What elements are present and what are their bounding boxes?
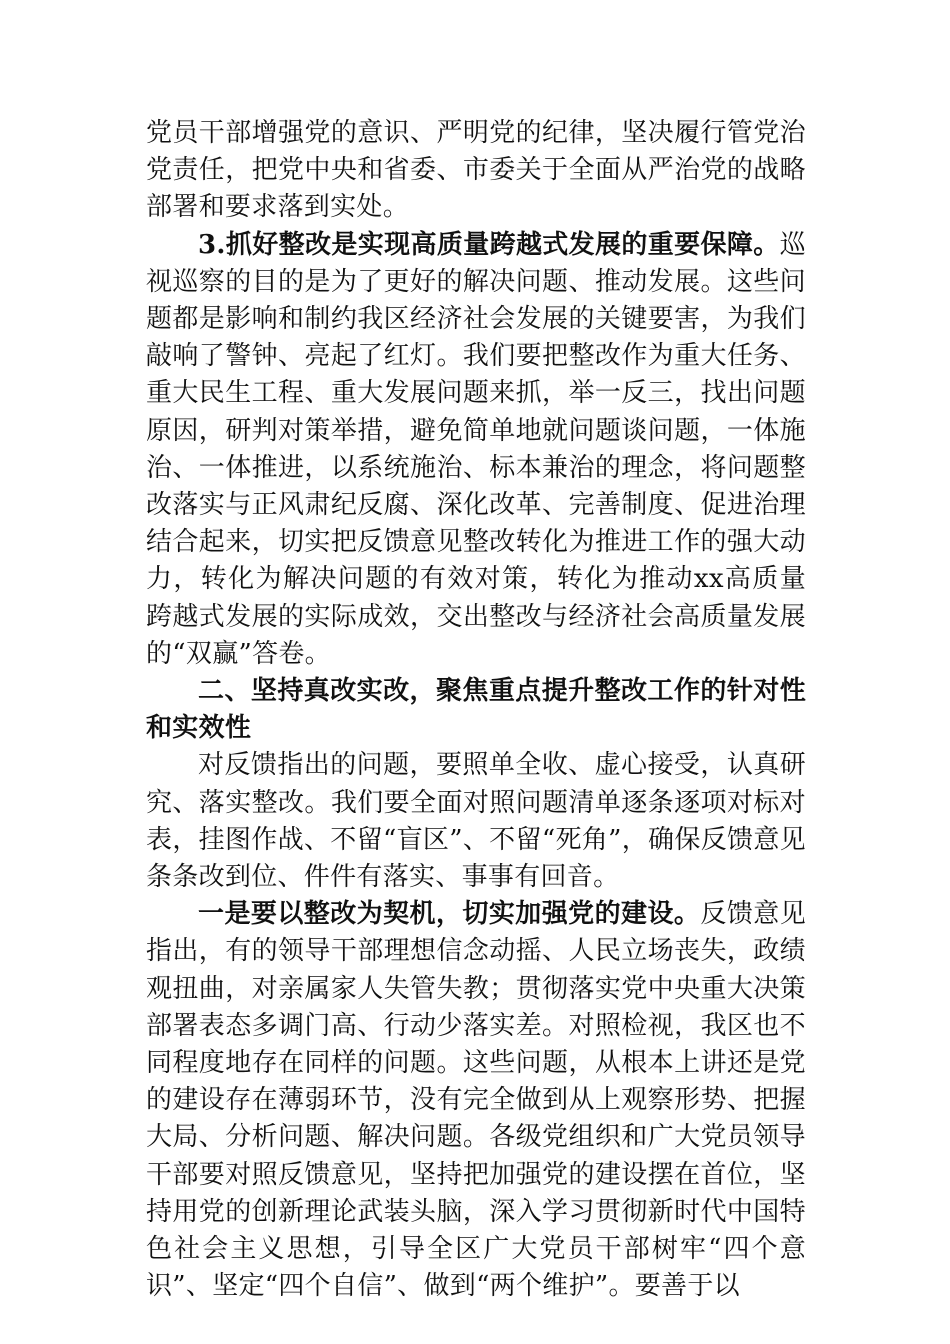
paragraph-text: 反馈意见指出，有的领导干部理想信念动摇、人民立场丧失，政绩观扭曲，对亲属家人失管失教；贯彻落实党中央重大决策部署表态多调门高、行动少落实差。对照检视，我区也不同程度地存在同样的问题。这些问题，从根本上讲还是党的建设存在薄弱环节，没有完全做到从上观察形势、把握大局、分析问题、解决问题。各级党组织和广大党员领导干部要对照反馈意见，坚持把加强党的建设摆在首位，坚持用党的创新理论武装头脑，深入学习贯彻新时代中国特色社会主义思想，引导全区广大党员干部树牢“四个意识”、坚定“四个自信”、做到“两个维护”。要善于以 [146,899,806,1302]
paragraph-point-3 [146,227,806,673]
paragraph-text: 巡视巡察的目的是为了更好的解决问题、推动发展。这些问题都是影响和制约我区经济社会发展的关键要害，为我们敲响了警钟、亮起了红灯。我们要把整改作为重大任务、重大民生工程、重大发展问题来抓，举一反三，找出问题原因，研判对策举措，避免简单地就问题谈问题，一体施治、一体推进，以系统施治、标本兼治的理念，将问题整改落实与正风肃纪反腐、深化改革、完善制度、促进治理结合起来，切实把反馈意见整改转化为推进工作的强大动力，转化为解决问题的有效对策，转化为推动xx高质量跨越式发展的实际成效，交出整改与经济社会高质量发展的“双赢”答卷。 [146,229,806,669]
paragraph-text: 对反馈指出的问题，要照单全收、虚心接受，认真研究、落实整改。我们要全面对照问题清单逐条逐项对标对表，挂图作战、不留“盲区”、不留“死角”，确保反馈意见条条改到位、件件有落实、事事有回音。 [146,750,806,893]
paragraph-lead: 一是要以整改为契机，切实加强党的建设。 [198,899,701,930]
paragraph-lead: 3.抓好整改是实现高质量跨越式发展的重要保障。 [198,229,780,260]
paragraph-continuation [146,115,806,227]
paragraph-point-one [146,896,806,1305]
document-page [146,115,806,1306]
paragraph-text: 党员干部增强党的意识、严明党的纪律，坚决履行管党治党责任，把党中央和省委、市委关于全面从严治党的战略部署和要求落到实处。 [146,118,806,223]
section-heading: 二、坚持真改实改，聚焦重点提升整改工作的针对性和实效性 [146,676,806,744]
paragraph-feedback [146,747,806,896]
